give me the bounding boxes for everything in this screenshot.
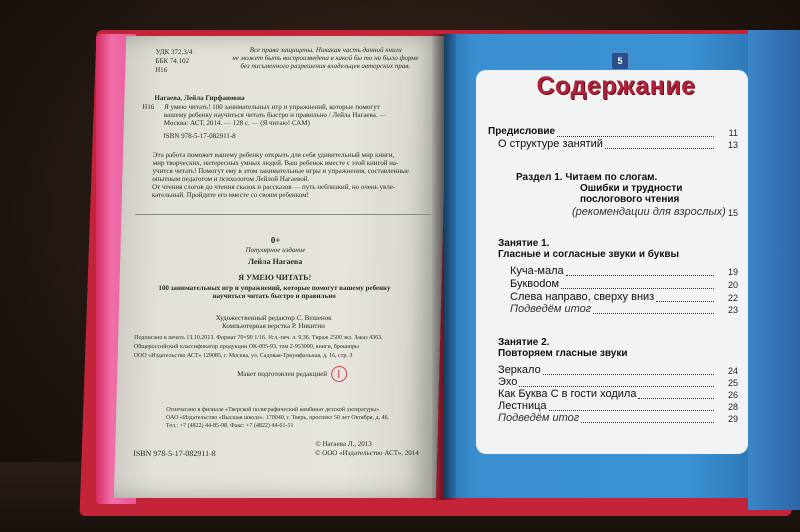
toc-page-number: 29 xyxy=(727,414,738,424)
author-heading: Нагаева, Лейла Гирфановна xyxy=(154,94,245,102)
publisher-logo-icon xyxy=(331,366,347,382)
toc-leader xyxy=(656,301,714,302)
toc-entry: Подведём итог xyxy=(510,303,592,315)
toc-page-number: 22 xyxy=(727,293,738,303)
toc-page-number: 13 xyxy=(727,140,738,150)
toc-entry: Куча-мала xyxy=(510,265,564,277)
toc-page-number: 15 xyxy=(727,208,738,218)
isbn-bottom: ISBN 978-5-17-082911-8 xyxy=(132,449,216,458)
toc-entry: Повторяем гласные звуки xyxy=(498,348,628,359)
print-info: Подписано в печать 13.10.2013. Формат 70×90 1/16. Усл.-печ. л. 9,36. Тираж 2500 экз. Заказ 4363. Общероссийский классификатор продукции ОК-005-93, том 2-953000, книги, брошюры ООО «Издательство АСТ» 129085, г. Москва, ул. Садовая-Триумфальная, д. 16, стр. 3 xyxy=(133,335,383,359)
toc-entry: Лестница xyxy=(498,400,547,412)
toc-entry: Слева направо, сверху вниз xyxy=(510,291,655,303)
udk-code: УДК 372.3/4 xyxy=(155,48,193,56)
copyright: © Нагаева Л., 2013 © ООО «Издательство АСТ», 2014 xyxy=(315,440,419,457)
toc-page-number: 26 xyxy=(727,390,738,400)
cover-right-edge xyxy=(748,30,800,510)
toc-entry: Ошибки и трудности xyxy=(580,183,683,194)
toc-entry: Эхо xyxy=(498,376,518,388)
toc-entry: послогового чтения xyxy=(580,194,680,205)
toc-leader xyxy=(581,422,714,423)
author-short: Лейла Нагаева xyxy=(247,257,303,266)
layout-note: Макет подготовлен редакцией xyxy=(237,370,328,378)
toc-entry: Подведём итог xyxy=(498,412,580,424)
toc-entry: (рекомендации для взрослых) xyxy=(572,206,726,218)
toc-entry: Зеркало xyxy=(498,364,541,376)
toc-entry: Раздел 1. Читаем по слогам. xyxy=(516,172,658,183)
toc-leader xyxy=(549,410,714,411)
book-subtitle: 100 занимательных игр и упражнений, которые помогут вашему ребенку научиться читать быстро и правильно xyxy=(158,284,391,300)
genre-label: Популярное издание xyxy=(245,246,306,254)
toc-page-number: 25 xyxy=(727,378,738,388)
toc-entry: Занятие 1. xyxy=(498,238,550,249)
toc-entry: Как Буква С в гости ходила xyxy=(498,388,637,400)
age-rating: 0+ xyxy=(270,235,281,245)
table-of-contents xyxy=(488,120,742,450)
contents-title: Содержание xyxy=(536,72,696,100)
isbn-top: ISBN 978-5-17-082911-8 xyxy=(163,132,236,140)
toc-leader xyxy=(543,374,714,375)
toc-page-number: 28 xyxy=(727,402,738,412)
rights-notice: Все права защищены. Никакая часть данной книги не может быть воспроизведена в какой бы то ни было форме без письменного разрешения владельцев авторских прав. xyxy=(232,46,419,70)
toc-leader xyxy=(519,386,714,387)
credits: Художественный редактор С. Вешенок Компьютерная верстка Р. Никитин xyxy=(215,314,332,330)
bbk-code: ББК 74.102 xyxy=(155,57,190,65)
toc-page-number: 20 xyxy=(727,280,738,290)
toc-page-number: 19 xyxy=(727,267,738,277)
toc-page-number: 11 xyxy=(728,128,738,138)
toc-leader xyxy=(638,398,714,399)
divider xyxy=(135,214,431,215)
toc-leader xyxy=(557,136,714,137)
abstract-text: Эта работа поможет вашему ребенку открыть для себя удивительный мир книги, мир творческих, интересных умных людей. Ваш ребенок вместе с этой книгой на- учится читать! Помогут ему в этом занимательные игры и упражнения, составленные опытным педагогом и психологом Лейлой Нагаевой. От чтения слогов до чтения сказок и рассказов — путь неблизкий, но очень увле- кательный. Пройдите его вместе со своим ребенком! xyxy=(151,151,410,199)
toc-leader xyxy=(566,275,714,276)
toc-entry: Буквodом xyxy=(510,278,560,290)
toc-entry: Занятие 2. xyxy=(498,337,550,348)
toc-page-number: 24 xyxy=(727,366,738,376)
book-spine xyxy=(432,34,456,500)
n16-code: Н16 xyxy=(155,66,168,74)
toc-entry: Предисловие xyxy=(488,126,556,137)
n16-label: Н16 xyxy=(142,103,155,111)
left-page-imprint xyxy=(114,36,448,498)
page-number-badge: 5 xyxy=(611,52,629,70)
book-title: Я УМЕЮ ЧИТАТЬ! xyxy=(238,273,312,282)
printer-info: Отпечатано в филиале «Тверской полиграфический комбинат детской литературы» ОАО «Издательство «Высшая школа». 170040, г. Тверь, проспект 50 лет Октября, д. 46. Тел.: +7 (4822) 44-85-98. Факс: +7 (4822) 44-61-51 xyxy=(165,407,390,429)
bibliographic-record: Я умею читать! 100 занимательных игр и упражнений, которые помогут вашему ребенку научиться читать быстро и правильно / Лейла Нагаева. — Москва: АСТ, 2014. — 128 с. — (Я читаю! САМ) xyxy=(163,103,387,127)
toc-leader xyxy=(605,148,714,149)
toc-entry: Гласные и согласные звуки и буквы xyxy=(498,249,680,260)
toc-leader xyxy=(593,313,714,314)
toc-entry: О структуре занятий xyxy=(498,138,603,150)
toc-page-number: 23 xyxy=(727,305,738,315)
toc-leader xyxy=(561,288,714,289)
